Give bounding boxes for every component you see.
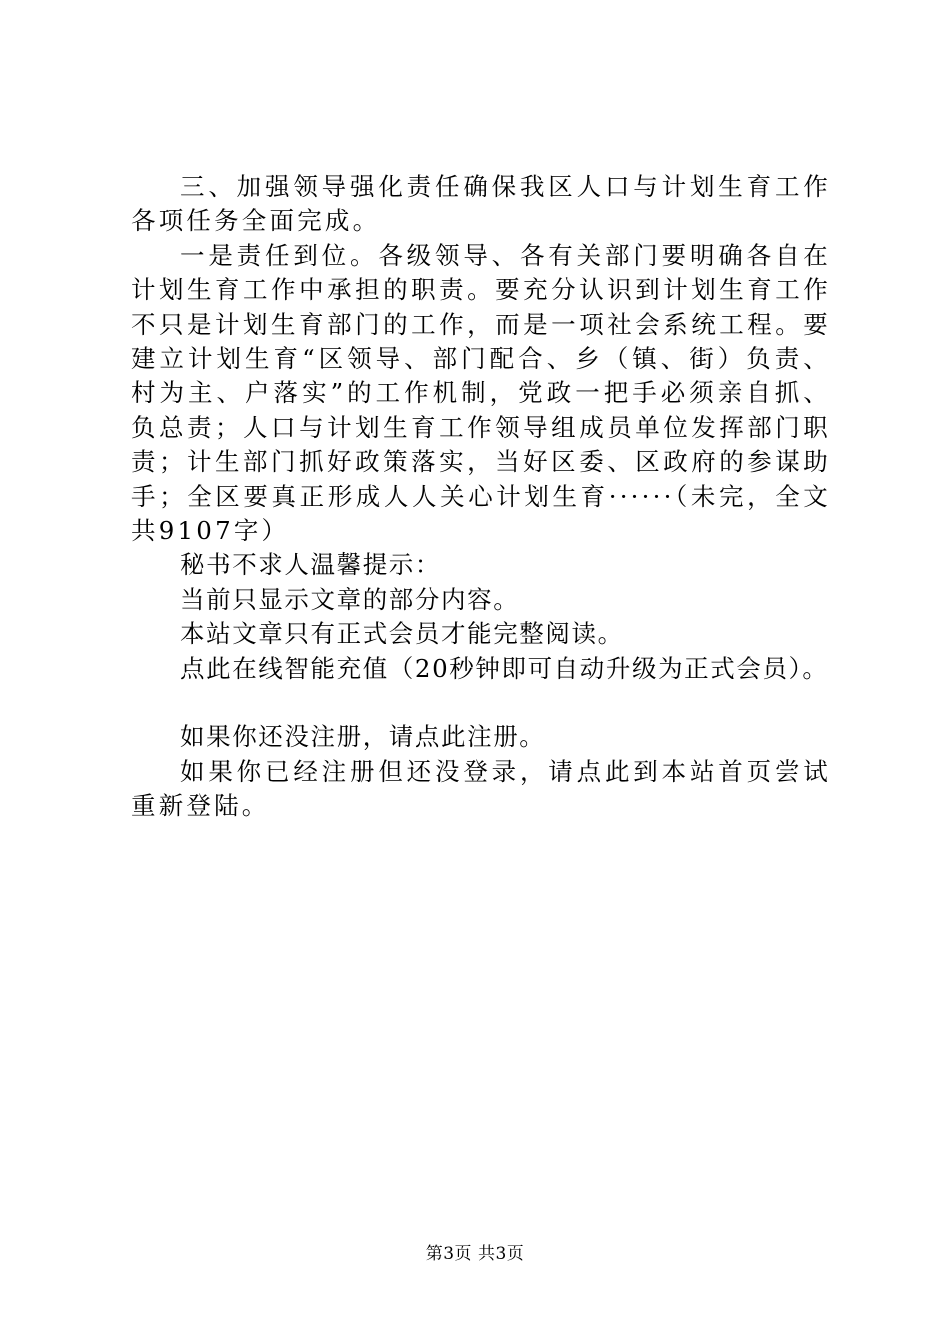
notice-line-partial-content: 当前只显示文章的部分内容。 — [180, 584, 520, 614]
login-link[interactable]: 如果你已经注册但还没登录，请点此到本站首页尝试重新登陆。 — [131, 756, 831, 821]
section-heading-paragraph: 三、加强领导强化责任确保我区人口与计划生育工作各项任务全面完成。 — [131, 172, 831, 236]
notice-title: 秘书不求人温馨提示： — [180, 550, 441, 580]
page-number-footer: 第3页 共3页 — [425, 1244, 525, 1264]
body-paragraph: 一是责任到位。各级领导、各有关部门要明确各自在计划生育工作中承担的职责。要充分认识到计划生育工作不只是计划生育部门的工作，而是一项社会系统工程。要建立计划生育“区领导、部门配合、乡（镇、街）负责、村为主、户落实”的工作机制，党政一把手必须亲自抓、负总责；人口与计划生育工作领导组成员单位发挥部门职责；计生部门抓好政策落实，当好区委、区政府的参谋助手；全区要真正形成人人关心计划生育······（未完，全文共9107字） — [131, 240, 831, 546]
document-body — [131, 170, 831, 824]
notice-line-members-only: 本站文章只有正式会员才能完整阅读。 — [180, 619, 624, 649]
recharge-link[interactable]: 点此在线智能充值（20秒钟即可自动升级为正式会员）。 — [180, 653, 829, 683]
register-link[interactable]: 如果你还没注册，请点此注册。 — [180, 722, 546, 752]
spacer — [131, 686, 831, 720]
